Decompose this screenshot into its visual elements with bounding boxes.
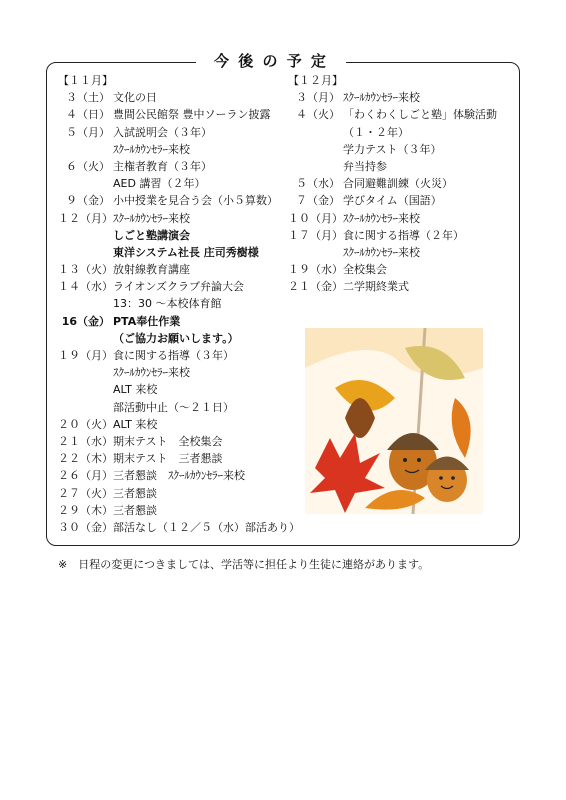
- november-event-text: （ご協力お願いします。）: [113, 331, 239, 345]
- november-event-date: １９（月）: [58, 349, 113, 362]
- november-event-text: ｽｸｰﾙｶｳﾝｾﾗｰ来校: [113, 366, 190, 380]
- acorn-eye-shape: [439, 476, 443, 480]
- november-event-text: 三者懇談 ｽｸｰﾙｶｳﾝｾﾗｰ来校: [113, 469, 245, 483]
- november-event-date: ２６（月）: [58, 469, 113, 483]
- december-event-row: [288, 89, 513, 106]
- december-event-row: [288, 106, 513, 123]
- november-event-date: ２１（水）: [58, 434, 113, 448]
- november-heading: 【１１月】: [58, 74, 113, 87]
- november-event-date: 16（金）: [61, 314, 110, 328]
- november-event-row: [58, 106, 298, 123]
- november-event-date: ２９（木）: [58, 503, 113, 517]
- december-event-text: 学びタイム（国語）: [343, 194, 442, 208]
- november-event-row: [58, 485, 298, 502]
- november-event-date: ２０（火）: [58, 417, 113, 431]
- november-event-row: [58, 347, 298, 364]
- november-event-row: [58, 450, 298, 467]
- december-event-row: [288, 175, 513, 192]
- november-event-text: PTA奉仕作業: [113, 314, 181, 328]
- december-event-text: ｽｸｰﾙｶｳﾝｾﾗｰ来校: [343, 211, 420, 225]
- november-event-text: 豊間公民館祭 豊中ソーラン披露: [113, 108, 271, 122]
- november-event-text: ALT 来校: [113, 417, 158, 431]
- november-event-list: [58, 89, 298, 536]
- december-event-text: 学力テスト（３年）: [343, 142, 442, 156]
- december-event-text: （１・２年）: [343, 125, 409, 139]
- november-event-row: [58, 210, 298, 227]
- november-event-text: ｽｸｰﾙｶｳﾝｾﾗｰ来校: [113, 211, 190, 225]
- november-event-date: ２７（火）: [58, 486, 113, 500]
- acorn-eye-shape: [417, 458, 421, 462]
- november-event-row: [58, 227, 298, 244]
- november-event-text: ALT 来校: [113, 383, 158, 397]
- november-event-row: [58, 158, 298, 175]
- december-event-text: 「わくわくしごと塾」体験活動: [343, 108, 497, 122]
- december-event-date: ２１（金）: [288, 280, 343, 294]
- november-event-row: [58, 141, 298, 158]
- november-event-row: [58, 124, 298, 141]
- november-event-text: 13：30 ～本校体育館: [113, 297, 222, 311]
- november-event-text: 入試説明会（３年）: [113, 125, 212, 139]
- november-event-text: ｽｸｰﾙｶｳﾝｾﾗｰ来校: [113, 142, 190, 156]
- november-event-text: 東洋システム社長 庄司秀樹様: [113, 245, 259, 259]
- december-event-row: [288, 210, 513, 227]
- december-event-row: [288, 278, 513, 295]
- december-event-list: [288, 89, 513, 295]
- november-event-row: [58, 89, 298, 106]
- november-event-text: 三者懇談: [113, 503, 157, 517]
- december-event-text: ｽｸｰﾙｶｳﾝｾﾗｰ来校: [343, 245, 420, 259]
- november-event-text: 部活動中止（～２１日）: [113, 400, 234, 414]
- november-event-text: ライオンズクラブ弁論大会: [113, 280, 245, 294]
- november-event-text: 文化の日: [113, 91, 157, 105]
- december-event-date: ３（月）: [296, 91, 340, 105]
- december-event-row: [288, 141, 513, 158]
- november-event-row: [58, 192, 298, 209]
- november-event-text: しごと塾講演会: [113, 228, 190, 242]
- november-event-row: [58, 295, 298, 312]
- december-event-row: [288, 261, 513, 278]
- november-event-date: １３（火）: [58, 263, 113, 277]
- november-column: [58, 72, 298, 536]
- december-event-date: １９（水）: [288, 263, 343, 277]
- november-event-text: 期末テスト 三者懇談: [113, 452, 223, 466]
- november-event-row: [58, 244, 298, 261]
- december-event-row: [288, 244, 513, 261]
- december-event-date: １０（月）: [288, 211, 343, 225]
- november-event-row: [58, 416, 298, 433]
- november-event-row: [58, 467, 298, 484]
- december-event-date: ７（金）: [296, 194, 340, 208]
- acorn-eye-shape: [451, 476, 455, 480]
- acorn-eye-shape: [403, 458, 407, 462]
- november-event-text: 期末テスト 全校集会: [113, 434, 223, 448]
- november-event-row: [58, 502, 298, 519]
- november-event-date: １２（月）: [58, 211, 113, 225]
- november-event-row: [58, 330, 298, 347]
- december-column: [288, 72, 513, 295]
- december-event-text: 二学期終業式: [343, 280, 409, 294]
- december-event-text: 食に関する指導（２年）: [343, 228, 464, 242]
- december-event-row: [288, 124, 513, 141]
- footnote-note: ※ 日程の変更につきましては、学活等に担任より生徒に連絡があります。: [58, 558, 430, 571]
- november-event-date: ４（日）: [66, 108, 110, 122]
- schedule-title: 今 後 の 予 定: [196, 50, 346, 72]
- november-event-text: AED 講習（２年）: [113, 177, 206, 191]
- november-event-row: [58, 278, 298, 295]
- november-event-row: [58, 313, 298, 330]
- november-event-text: 食に関する指導（３年）: [113, 349, 234, 362]
- november-event-row: [58, 175, 298, 192]
- december-event-text: ｽｸｰﾙｶｳﾝｾﾗｰ来校: [343, 91, 420, 105]
- november-event-row: [58, 433, 298, 450]
- december-event-date: １７（月）: [288, 228, 343, 242]
- november-event-text: 三者懇談: [113, 486, 157, 500]
- december-event-text: 全校集会: [343, 263, 387, 277]
- november-event-text: 主権者教育（３年）: [113, 159, 212, 173]
- december-heading: 【１２月】: [288, 74, 343, 87]
- november-event-date: ３（土）: [66, 91, 110, 105]
- november-event-text: 部活なし（１２／５（水）部活あり）: [113, 520, 300, 534]
- december-event-date: ５（水）: [296, 177, 340, 191]
- november-event-row: [58, 381, 298, 398]
- november-event-date: ６（火）: [66, 159, 110, 173]
- november-event-date: ３０（金）: [58, 520, 113, 534]
- december-event-text: 弁当持参: [343, 159, 387, 173]
- december-event-date: ４（火）: [296, 108, 340, 122]
- autumn-acorn-illustration: [305, 328, 483, 514]
- december-event-row: [288, 227, 513, 244]
- november-event-row: [58, 519, 298, 536]
- november-event-text: 放射線教育講座: [113, 263, 190, 277]
- december-event-row: [288, 158, 513, 175]
- november-event-date: ５（月）: [66, 125, 110, 139]
- november-event-date: ２２（木）: [58, 452, 113, 466]
- december-event-row: [288, 192, 513, 209]
- november-event-date: ９（金）: [66, 194, 110, 208]
- november-event-row: [58, 399, 298, 416]
- december-event-text: 合同避難訓練（火災）: [343, 177, 453, 191]
- november-event-text: 小中授業を見合う会（小５算数）: [113, 194, 278, 208]
- november-event-row: [58, 261, 298, 278]
- november-event-date: １４（水）: [58, 280, 113, 294]
- november-event-row: [58, 364, 298, 381]
